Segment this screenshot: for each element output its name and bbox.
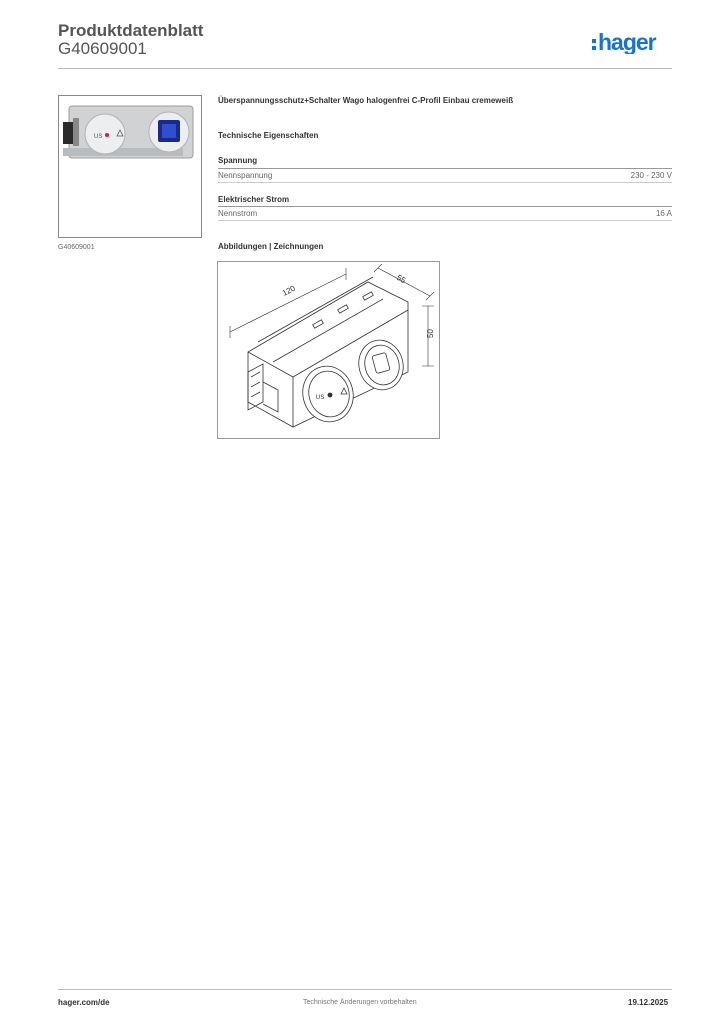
spec-label: Nennstrom bbox=[218, 209, 258, 218]
group-spannung: Spannung bbox=[218, 156, 258, 165]
page-title: Produktdatenblatt bbox=[58, 21, 204, 40]
footer-date: 19.12.2025 bbox=[628, 998, 669, 1007]
svg-text:55: 55 bbox=[395, 272, 408, 286]
header-divider bbox=[58, 68, 672, 69]
article-number: G40609001 bbox=[58, 39, 147, 58]
product-description: Überspannungsschutz+Schalter Wago halogenfrei C-Profil Einbau cremeweiß bbox=[218, 96, 514, 105]
photo-caption: G40609001 bbox=[58, 244, 95, 251]
footer-divider bbox=[58, 989, 672, 990]
row-divider bbox=[218, 182, 672, 183]
hager-logo bbox=[592, 30, 674, 54]
dimension-drawing-icon bbox=[218, 262, 439, 438]
svg-text:US: US bbox=[94, 134, 103, 140]
group-strom: Elektrischer Strom bbox=[218, 195, 290, 204]
drawings-heading: Abbildungen | Zeichnungen bbox=[218, 242, 324, 251]
spec-row bbox=[218, 206, 672, 221]
svg-text:hager: hager bbox=[598, 30, 656, 54]
product-photo bbox=[58, 95, 202, 238]
product-photo-icon bbox=[59, 96, 201, 237]
row-divider bbox=[218, 220, 672, 221]
footer-notice: Technische Änderungen vorbehalten bbox=[303, 999, 417, 1006]
spec-value: 230 - 230 V bbox=[630, 171, 672, 180]
technical-drawing bbox=[217, 261, 440, 439]
spec-label: Nennspannung bbox=[218, 171, 273, 180]
footer-website[interactable]: hager.com/de bbox=[58, 998, 110, 1007]
svg-text:50: 50 bbox=[426, 329, 435, 338]
spec-value: 16 A bbox=[655, 209, 672, 218]
technical-heading: Technische Eigenschaften bbox=[218, 131, 319, 140]
svg-text:120: 120 bbox=[280, 283, 297, 298]
svg-text:US: US bbox=[316, 395, 325, 401]
spec-row bbox=[218, 168, 672, 183]
